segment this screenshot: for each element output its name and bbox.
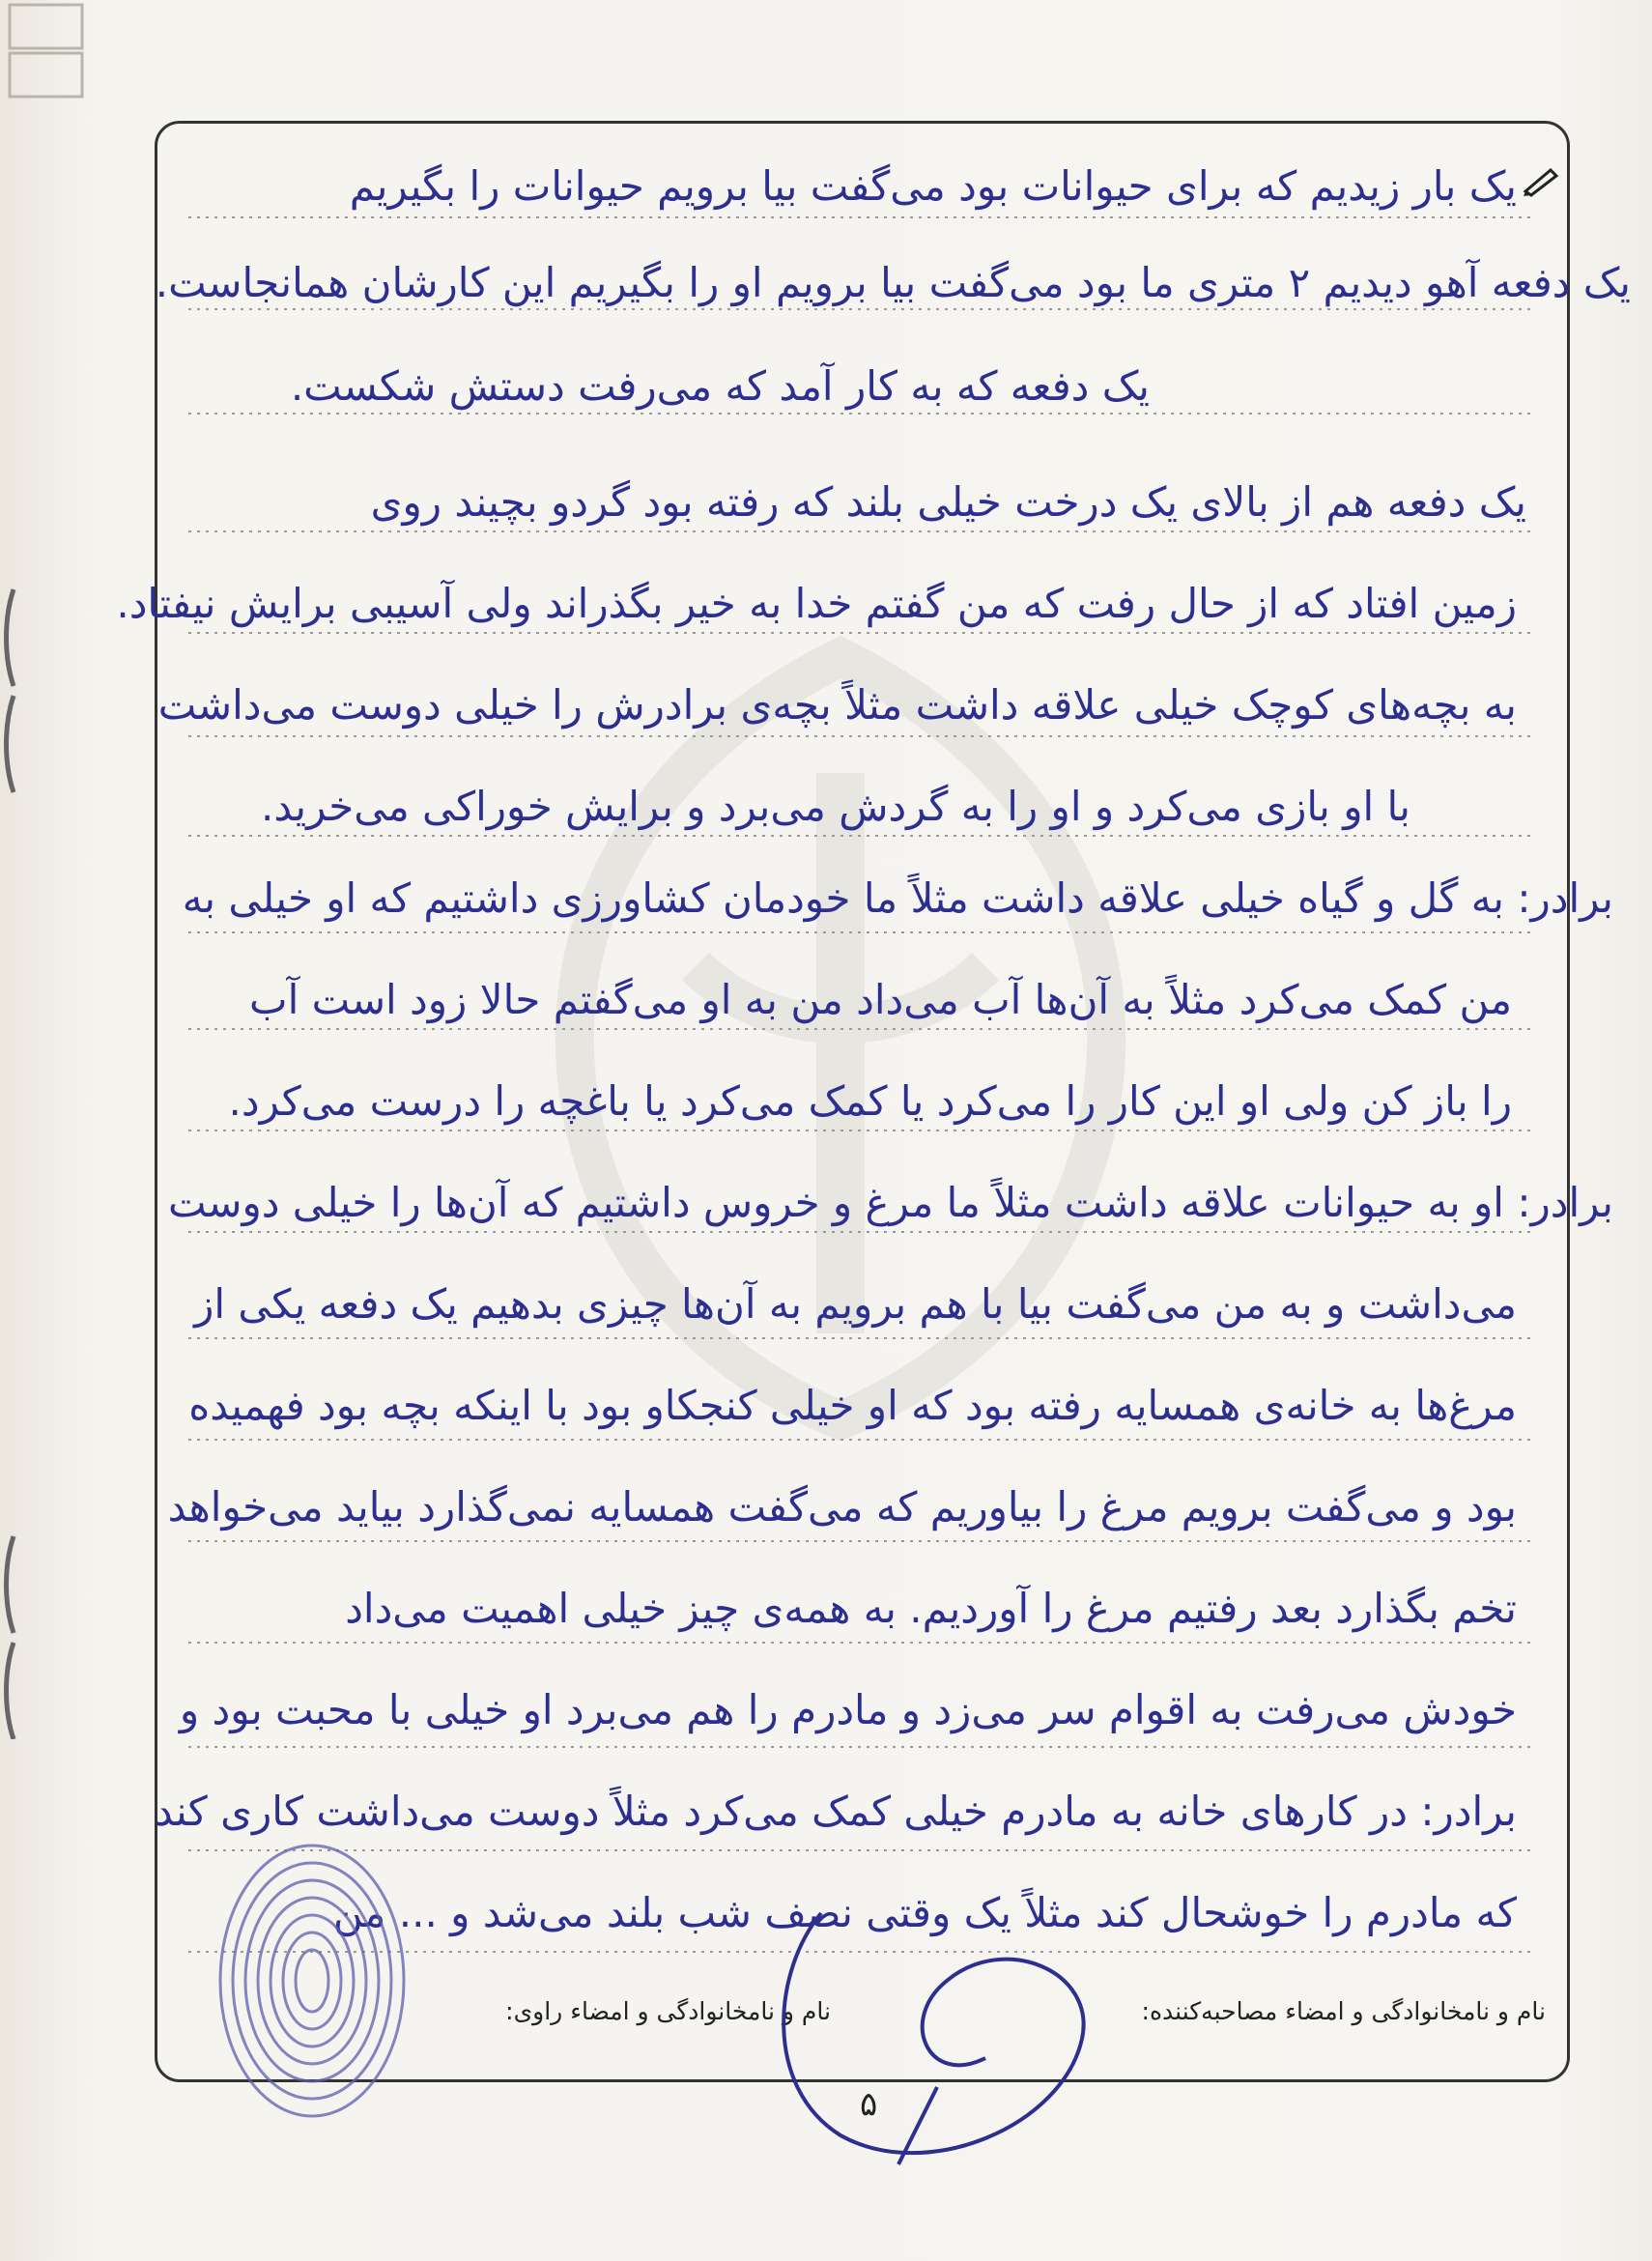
narrator-signature-label: نام و نامخانوادگی و امضاء راوی:: [505, 1997, 831, 2025]
page-number: ۵: [860, 2085, 878, 2124]
handwritten-line: بود و می‌گفت برویم مرغ را بیاوریم که می‌گفت همسایه نمی‌گذارد بیاید می‌خواهد: [167, 1483, 1517, 1531]
handwritten-line: به بچه‌های کوچک خیلی علاقه داشت مثلاً بچه‌ی برادرش را خیلی دوست می‌داشت: [157, 681, 1517, 729]
handwritten-line: مرغ‌ها به خانه‌ی همسایه رفته بود که او خیلی کنجکاو بود با اینکه بچه بود فهمیده: [188, 1382, 1517, 1429]
handwritten-line: زمین افتاد که از حال رفت که من گفتم خدا به خیر بگذراند ولی آسیبی برایش نیفتاد.: [116, 580, 1517, 627]
handwritten-line: که مادرم را خوشحال کند مثلاً یک وقتی نصف شب بلند می‌شد و ... من: [332, 1889, 1517, 1936]
handwritten-line: تخم بگذارد بعد رفتیم مرغ را آوردیم. به همه‌ی چیز خیلی اهمیت می‌داد: [345, 1585, 1517, 1632]
interviewer-signature-label: نام و نامخانوادگی و امضاء مصاحبه‌کننده:: [1141, 1997, 1546, 2025]
handwritten-line: برادر: در کارهای خانه به مادرم خیلی کمک می‌کرد مثلاً دوست می‌داشت کاری کند: [155, 1788, 1517, 1835]
handwritten-line: برادر: به گل و گیاه خیلی علاقه داشت مثلاً ما خودمان کشاورزی داشتیم که او خیلی به: [182, 874, 1613, 922]
handwritten-line: می‌داشت و به من می‌گفت بیا با هم برویم به آن‌ها چیزی بدهیم یک دفعه یکی از: [194, 1280, 1517, 1328]
fingerprint-mark: [208, 1831, 415, 2131]
handwritten-line: یک بار زیدیم که برای حیوانات بود می‌گفت بیا برویم حیوانات را بگیریم: [349, 162, 1517, 210]
handwritten-line: یک دفعه آهو دیدیم ۲ متری ما بود می‌گفت بیا برویم او را بگیریم این کارشان همانجاست.: [155, 259, 1631, 306]
handwritten-line: را باز کن ولی او این کار را می‌کرد یا کمک می‌کرد یا باغچه را درست می‌کرد.: [228, 1077, 1512, 1125]
signature-mark: [754, 1894, 1121, 2174]
handwritten-line: خودش می‌رفت به اقوام سر می‌زد و مادرم را هم می‌برد او خیلی با محبت بود و: [179, 1686, 1517, 1733]
handwritten-line: برادر: او به حیوانات علاقه داشت مثلاً ما مرغ و خروس داشتیم که آن‌ها را خیلی دوست: [168, 1179, 1613, 1226]
handwritten-line: یک دفعه که به کار آمد که می‌رفت دستش شکست.: [290, 362, 1150, 410]
pen-icon: [1522, 164, 1560, 197]
handwritten-line: با او بازی می‌کرد و او را به گردش می‌برد و برایش خوراکی می‌خرید.: [260, 783, 1410, 830]
handwritten-line: من کمک می‌کرد مثلاً به آن‌ها آب می‌داد من به او می‌گفتم حالا زود است آب: [249, 976, 1512, 1023]
handwritten-line: یک دفعه هم از بالای یک درخت خیلی بلند که رفته بود گردو بچیند روی: [370, 478, 1526, 526]
